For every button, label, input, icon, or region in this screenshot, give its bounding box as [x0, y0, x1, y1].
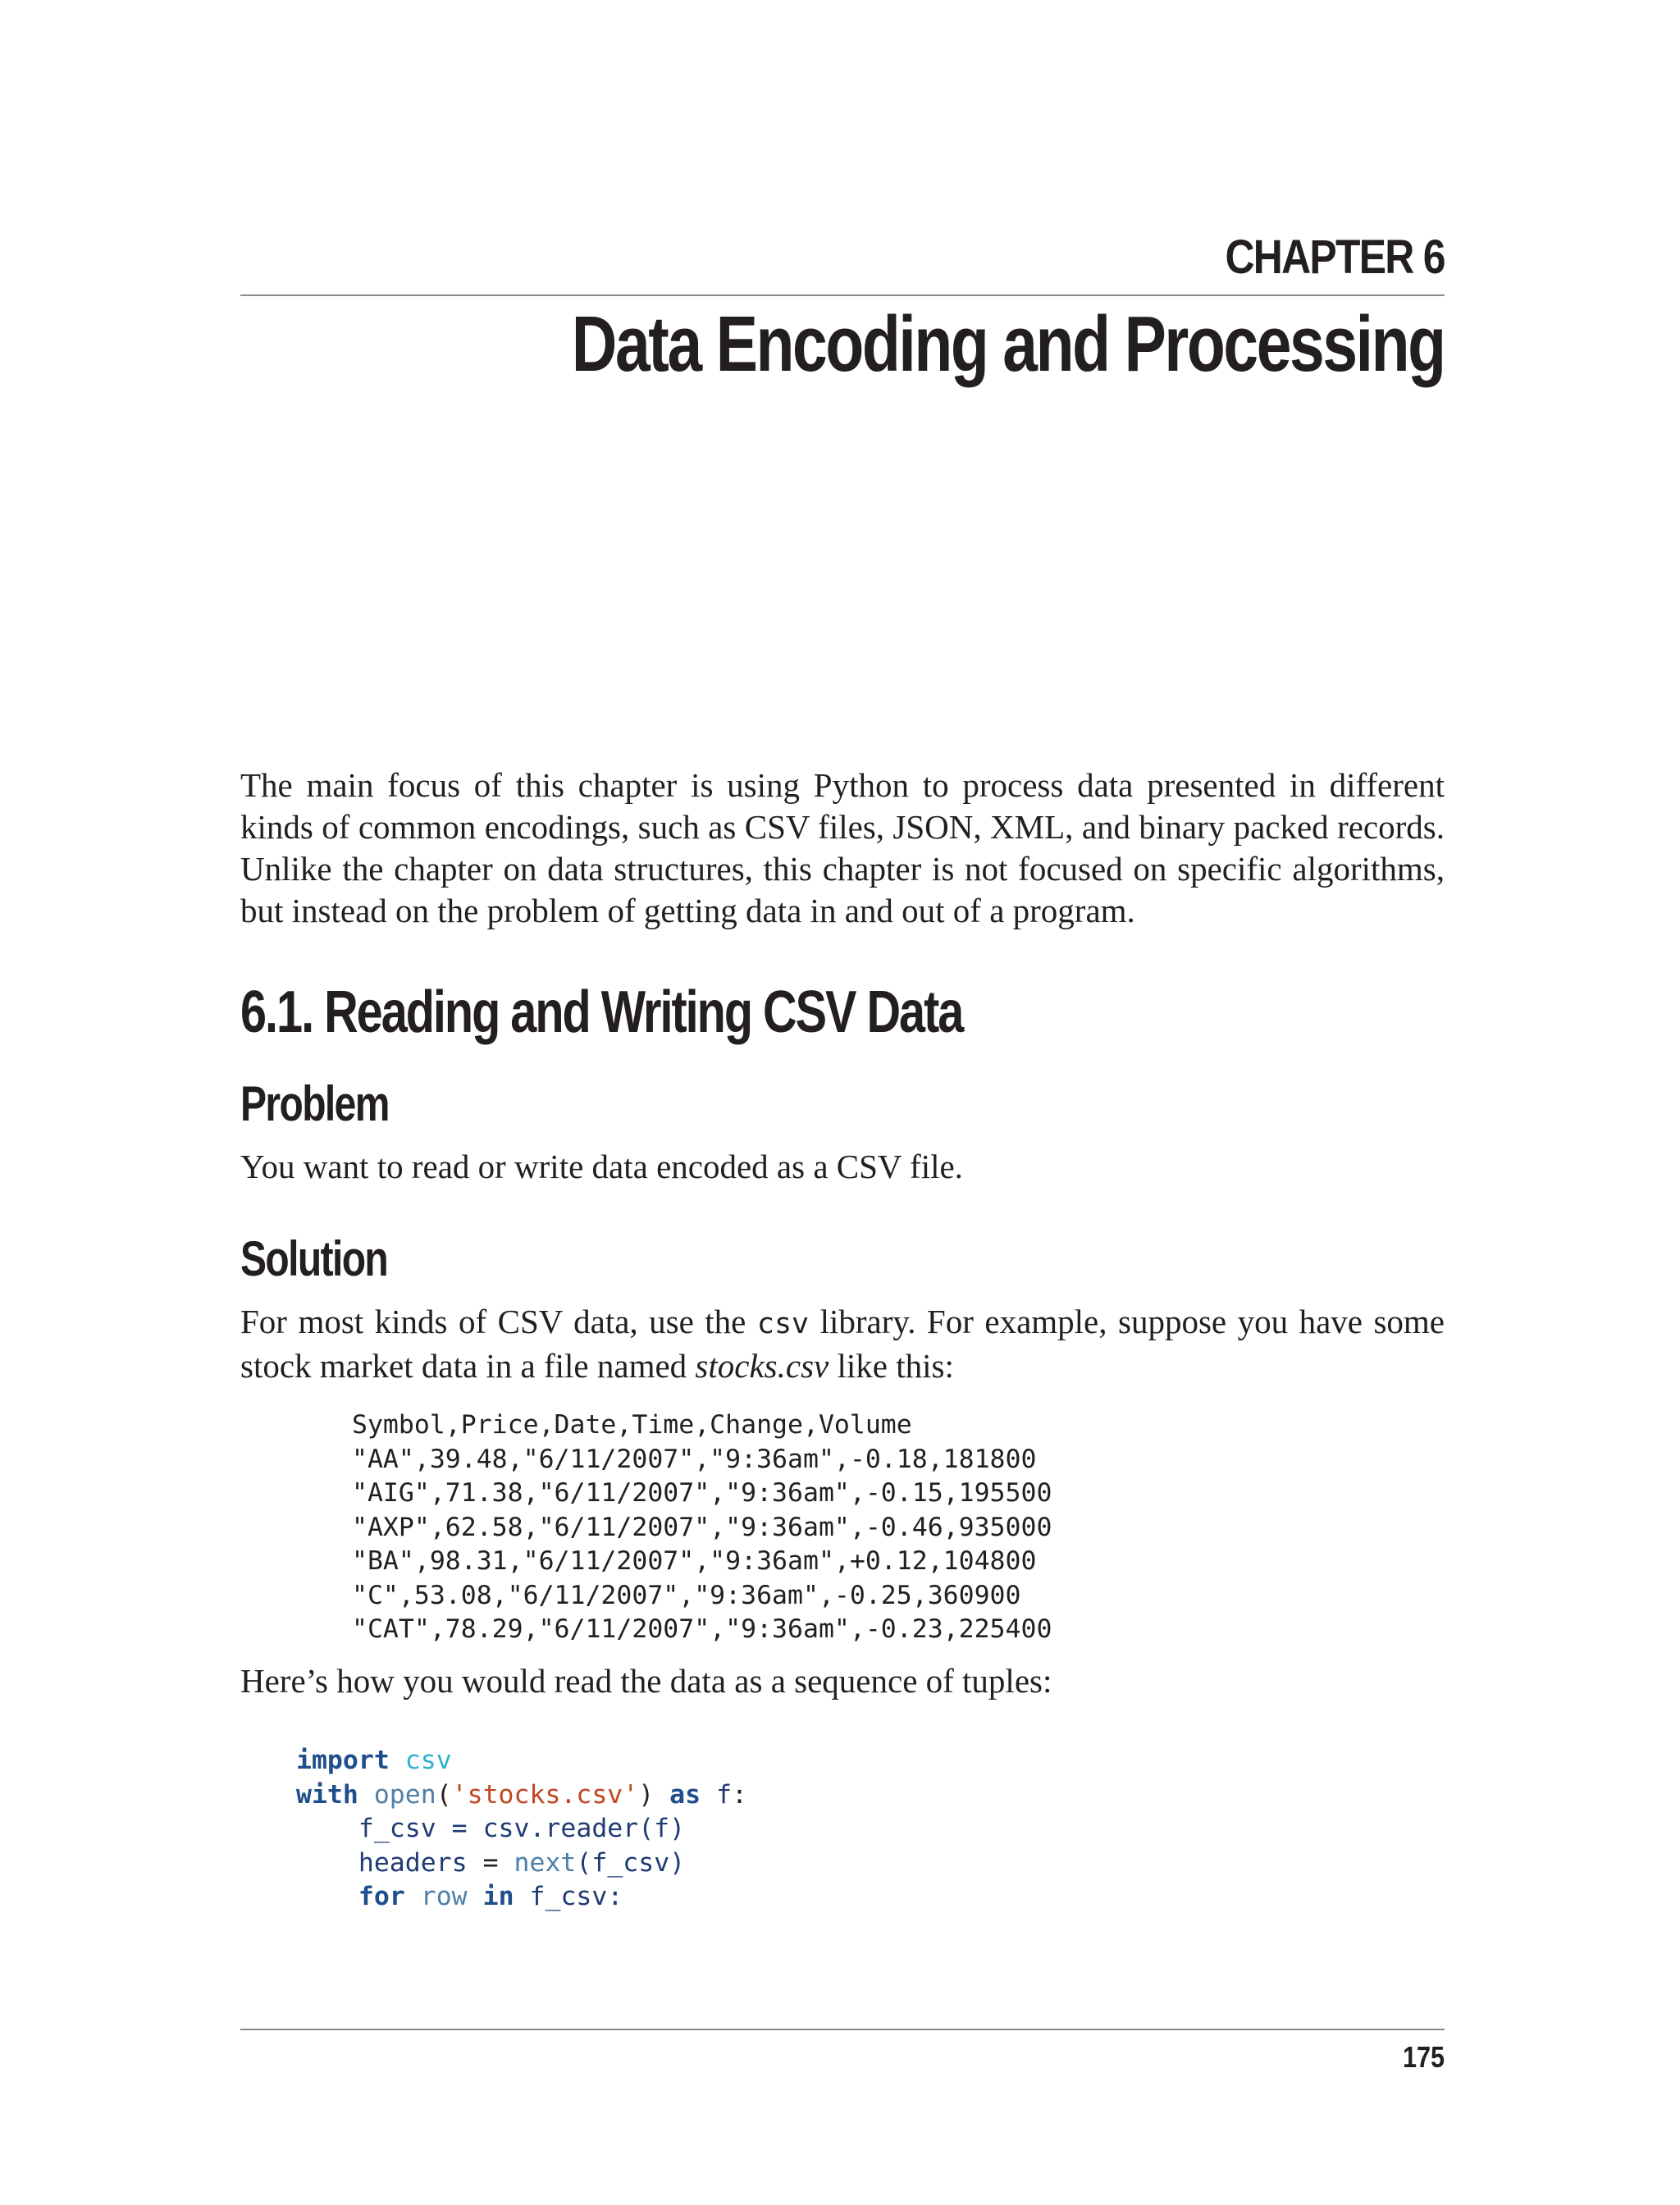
- solution-filename: stocks.csv: [695, 1347, 829, 1385]
- code-keyword: in: [482, 1882, 514, 1911]
- csv-sample-block: [352, 1408, 1052, 1647]
- code-iterable: f_csv:: [529, 1882, 623, 1911]
- chapter-label: CHAPTER 6: [1225, 231, 1445, 284]
- solution-text-3: like this:: [829, 1347, 954, 1385]
- csv-line: "C",53.08,"6/11/2007","9:36am",-0.25,360900: [352, 1580, 1021, 1610]
- code-variable: f: [716, 1779, 733, 1810]
- code-variable: headers: [358, 1847, 468, 1878]
- code-keyword: with: [296, 1779, 358, 1810]
- page-number: 175: [1402, 2040, 1445, 2074]
- solution-text-2: library. For example, suppose you have some stock market data in a file named: [240, 1303, 1445, 1385]
- python-code-block: [296, 1744, 747, 1915]
- code-keyword: import: [296, 1746, 390, 1775]
- csv-line: Symbol,Price,Date,Time,Change,Volume: [352, 1410, 912, 1440]
- code-args: (f_csv): [576, 1847, 686, 1878]
- solution-text-1: For most kinds of CSV data, use the: [240, 1303, 757, 1340]
- tuples-text: Here’s how you would read the data as a sequence of tuples:: [240, 1662, 1052, 1700]
- code-punct: (: [436, 1779, 452, 1810]
- code-keyword: for: [358, 1882, 405, 1911]
- code-line: f_csv = csv.reader(f): [358, 1814, 686, 1843]
- inline-code-csv: csv: [756, 1308, 810, 1340]
- code-builtin: open: [373, 1779, 436, 1810]
- problem-text: You want to read or write data encoded as a CSV file.: [240, 1148, 963, 1185]
- section-heading: 6.1. Reading and Writing CSV Data: [240, 979, 963, 1045]
- csv-line: "CAT",78.29,"6/11/2007","9:36am",-0.23,225400: [352, 1614, 1052, 1644]
- code-module: csv: [404, 1746, 452, 1775]
- code-punct: ): [638, 1779, 655, 1810]
- code-variable: row: [420, 1882, 468, 1911]
- csv-line: "AA",39.48,"6/11/2007","9:36am",-0.18,181800: [352, 1444, 1037, 1474]
- code-builtin: next: [514, 1847, 577, 1878]
- chapter-rule: [240, 294, 1445, 296]
- solution-heading: Solution: [240, 1231, 388, 1286]
- intro-paragraph: The main focus of this chapter is using Python to process data presented in different kinds of common encodings, such as CSV files, JSON, XML, and binary packed records. Unlike the chapter on data structures, this chapter is not focused on specific algorithms, but instead on the problem of getting data in and out of a program.: [240, 766, 1445, 929]
- problem-heading: Problem: [240, 1076, 389, 1131]
- csv-line: "BA",98.31,"6/11/2007","9:36am",+0.12,104800: [352, 1546, 1037, 1576]
- chapter-title: Data Encoding and Processing: [572, 300, 1445, 388]
- code-string: 'stocks.csv': [451, 1779, 639, 1810]
- csv-line: "AXP",62.58,"6/11/2007","9:36am",-0.46,935000: [352, 1512, 1052, 1542]
- csv-line: "AIG",71.38,"6/11/2007","9:36am",-0.15,195500: [352, 1478, 1052, 1508]
- solution-paragraph: [240, 1301, 1445, 1387]
- code-keyword: as: [669, 1779, 701, 1810]
- footer-rule: [240, 2029, 1445, 2030]
- code-punct: =: [467, 1847, 514, 1878]
- code-punct: :: [732, 1779, 748, 1810]
